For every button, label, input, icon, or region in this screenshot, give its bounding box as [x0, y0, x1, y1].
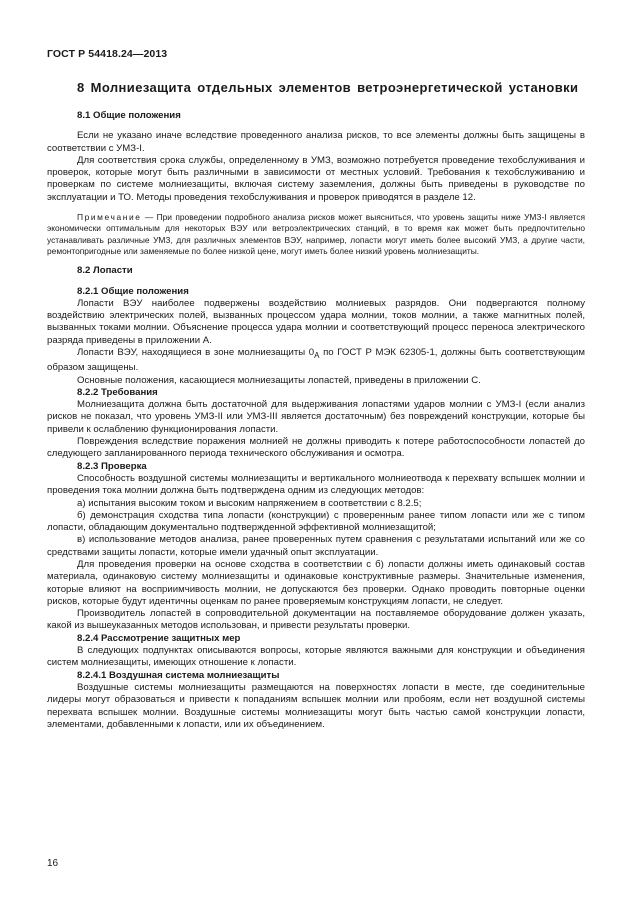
list-item: в) использование методов анализа, ранее проверенных путем сравнения с результатами испытаний или же со средствами защиты лопасти, которые имели удачный опыт эксплуатации. [47, 534, 585, 558]
list-item: б) демонстрация сходства типа лопасти (конструкции) с проверенным ранее типом лопасти или же с типом лопасти, обладающим документально подтвержденной эффективной молниезащитой; [47, 509, 585, 534]
document-code: ГОСТ Р 54418.24—2013 [47, 48, 168, 60]
text-run: Лопасти ВЭУ, находящиеся в зоне молниезащиты 0 [77, 347, 315, 359]
heading-8-2-4-1: 8.2.4.1 Воздушная система молниезащиты [77, 669, 280, 681]
paragraph: Для соответствия срока службы, определенному в УМЗ, возможно потребуется проведение техобслуживания и проверок, которые могут быть различными в зависимости от местных условий. Требования к техобслуживанию и проверкам по системе молниезащиты, включая систему заземления, должны быть приведены в руководстве по эксплуатации и ТО. Методы проведения техобслуживания и проверок приводятся в разделе 12. [47, 154, 585, 203]
paragraph: Основные положения, касающиеся молниезащиты лопастей, приведены в приложении С. [77, 374, 481, 386]
page-content [47, 80, 585, 731]
paragraph: В следующих подпунктах описываются вопросы, которые являются важными для конструкции и объединения систем молниезащиты, имеющих отношение к лопасти. [47, 645, 585, 669]
paragraph: Производитель лопастей в сопроводительной документации на поставляемое оборудование должен указать, какой из вышеуказанных методов использован, и привести результаты проверки. [47, 608, 585, 632]
heading-8-2: 8.2 Лопасти [77, 265, 133, 277]
heading-8-2-3: 8.2.3 Проверка [77, 460, 147, 472]
note-label: Примечание [77, 212, 142, 223]
section-title: 8 Молниезащита отдельных элементов ветроэнергетической установки [77, 80, 579, 95]
list-item: а) испытания высоким током и высоким напряжением в соответствии с 8.2.5; [77, 497, 422, 509]
paragraph: Молниезащита должна быть достаточной для выдерживания лопастями ударов молнии с УМЗ-I (если анализ рисков не показал, что уровень УМЗ-II или УМЗ-III является достаточным) без повреждений конструкции, которые бы привели к ослаблению функционирования лопасти. [47, 399, 585, 435]
paragraph: Воздушные системы молниезащиты размещаются на поверхностях лопасти в месте, где соединительные лидеры могут образоваться и привести к попаданиям вспышек молнии или пробоям, если нет воздушной системы перехвата вспышек молнии. Воздушные системы молниезащиты могут быть частью самой конструкции лопасти, элементами, добавленными к лопасти, или их объединением. [47, 681, 585, 730]
text-run: по ГОСТ Р МЭК 62305-1, должны быть соответствующим образом защищены. [47, 347, 586, 374]
paragraph: Для проведения проверки на основе сходства в соответствии с б) лопасти должны иметь одинаковый состав материала, одинаковую систему молниезащиты и одинаковые конструктивные размеры. Значительные изменения, которые влияют на восприимчивость молнии, не допускаются без проверки. Однако проводить повторные оценки рисков, которые будут идентичны оценкам по ранее проверяемым конструкциям лопасти, не следует. [47, 559, 585, 607]
heading-8-2-4: 8.2.4 Рассмотрение защитных мер [77, 632, 241, 644]
paragraph: Если не указано иначе вследствие проведенного анализа рисков, то все элементы должны быть защищены в соответствии с УМЗ-I. [47, 130, 585, 154]
heading-8-2-1: 8.2.1 Общие положения [77, 285, 189, 297]
heading-8-1: 8.1 Общие положения [77, 110, 181, 121]
heading-8-2-2: 8.2.2 Требования [77, 386, 158, 398]
subscript: A [314, 350, 320, 360]
page-number: 16 [47, 858, 59, 869]
note [47, 212, 585, 257]
paragraph: Лопасти ВЭУ наиболее подвержены воздействию молниевых разрядов. Они подвергаются полному воздействию электрических полей, вызванных процессом удара молнии, токов молнии, а также магнитных полей, вызванных токами молнии. Объяснение процесса удара молнии и соответствующий процесс переноса электрического разряда приведены в приложении А. [47, 297, 585, 346]
paragraph: Способность воздушной системы молниезащиты и вертикального молниеотвода к перехвату вспышек молнии и проведения тока молнии должна быть подтверждена одним из следующих методов: [47, 472, 585, 497]
paragraph: Повреждения вследствие поражения молнией не должны приводить к потере работоспособности лопастей до следующего запланированного периода технического обслуживания и осмотра. [47, 436, 585, 460]
note-text: — При проведении подробного анализа рисков может выясниться, что уровень защиты ниже УМЗ-I является экономически оптимальным для некоторых ВЭУ или ветроэлектрических станций, в то время как может быть предпочтительно устанавливать различные УМЗ, для различных элементов ВЭУ, например, лопасти могут иметь более высокий УМЗ, а другие части, ремонтопригодные или заменяемые по более низкой цене, могут иметь более низкий уровень молниезащиты. [47, 212, 585, 256]
paragraph [47, 347, 585, 375]
